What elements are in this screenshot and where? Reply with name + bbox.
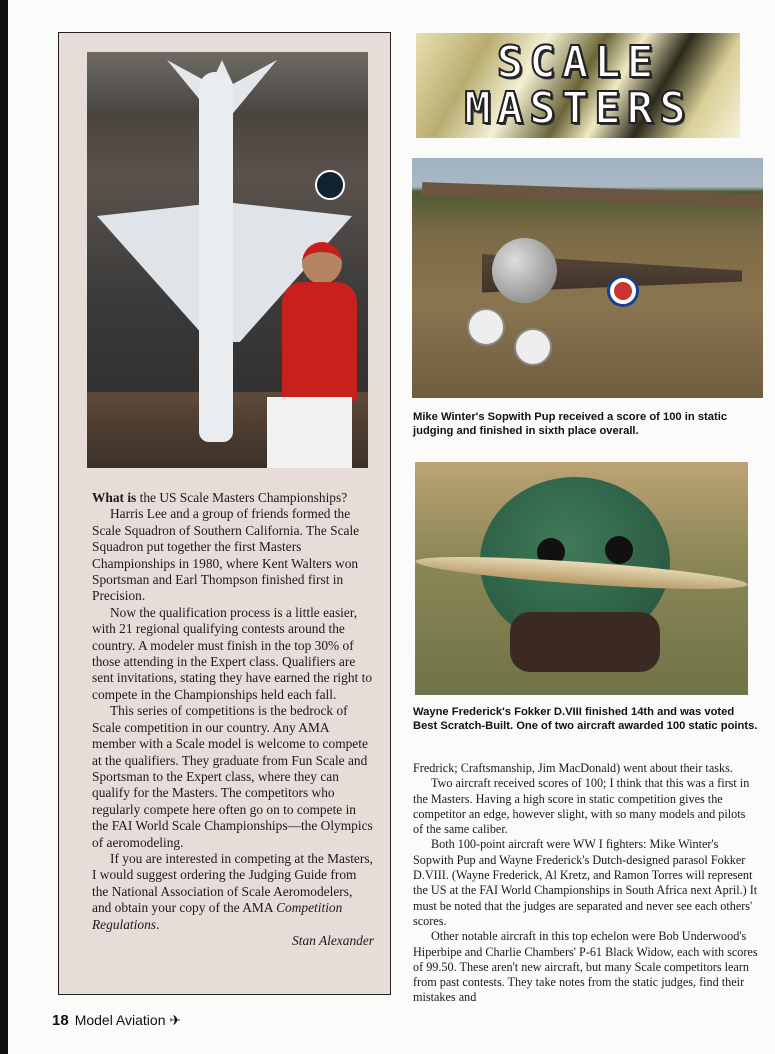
engine-cowl [492, 238, 557, 303]
publication-title: Competition Regulations [92, 900, 343, 932]
roundel [610, 278, 636, 304]
fokker-photo [415, 462, 748, 695]
wheel [467, 308, 505, 346]
logo-line-2: MASTERS [464, 82, 692, 134]
man-head [302, 242, 342, 284]
page-number: 18 [52, 1012, 69, 1029]
article-body [413, 761, 758, 1006]
logo-line-1: SCALE [496, 36, 660, 88]
sidebar-heading [92, 490, 374, 506]
sidebar-paragraph [92, 851, 374, 933]
jet-fuselage [199, 72, 233, 442]
magazine-name: Model Aviation [74, 1012, 166, 1028]
body-paragraph: Two aircraft received scores of 100; I think that this was a first in the Masters. Having a high score in static competition gives the competitor an edge, however slight, with so many models and pilots of the same caliber. [413, 776, 750, 837]
sidebar-article [92, 490, 374, 949]
sopwith-pup-photo [412, 158, 763, 398]
body-paragraph: Both 100-point aircraft were WW I fighters: Mike Winter's Sopwith Pup and Wayne Frederick's Dutch-designed parasol Fokker D.VIII. (Wayne Frederick, Al Kretz, and Ramon Torres will represent the US at the FAI World Championships in South Africa next April.) It must be noted that the judges are separated and never see each others' scores. [413, 837, 758, 928]
upper-wing [422, 182, 762, 208]
photo-caption: Mike Winter's Sopwith Pup received a score of 100 in static judging and finished in sixth place overall. [413, 411, 728, 437]
rotary-engine [510, 612, 660, 672]
cowl-hole [605, 536, 633, 564]
page-folio [52, 1012, 181, 1029]
sidebar-paragraph: This series of competitions is the bedrock of Scale competition in our country. Any AMA member with a Scale model is welcome to compete at the qualifiers. They graduate from Fun Scale and Sportsman to the Expert class, where they can qualify for the Masters. The competitors who regularly compete here often go on to compete in the FAI World Scale Championships—the Olympics of aeromodeling. [92, 703, 373, 850]
author-signature: Stan Alexander [292, 932, 374, 948]
heading-bold: What is [92, 490, 137, 505]
airplane-icon: ✈ [169, 1012, 182, 1028]
star-roundel [315, 170, 345, 200]
sidebar-paragraph: Now the qualification process is a little easier, with 21 regional qualifying contests around the country. A modeler must finish in the top 30% of those attending in the Expert class. Qualifiers are sent invitations, stating they have earned the right to compete in the Championships held each fall. [92, 604, 373, 702]
scan-edge-left [0, 0, 8, 1054]
scale-masters-logo [416, 33, 740, 138]
heading-rest: the US Scale Masters Championships? [136, 490, 348, 505]
body-paragraph: Other notable aircraft in this top echelon were Bob Underwood's Hiperbipe and Charlie Chambers' P-61 Black Widow, each with scores of 99.50. These aren't new aircraft, but many Scale competitors learn from past contests. They take notes from the static judges, find their mistakes and [413, 929, 758, 1005]
sidebar-paragraph: Harris Lee and a group of friends formed the Scale Squadron of Southern California. The Scale Squadron put together the first Masters Championships in 1980, where Kent Walters won Sportsman and Earl Thompson finished first in Precision. [92, 506, 360, 604]
paragraph-end: . [155, 916, 160, 932]
photo-caption: Wayne Frederick's Fokker D.VIII finished 14th and was voted Best Scratch-Built. One of two aircraft awarded 100 static points. [413, 706, 758, 732]
wheel [514, 328, 552, 366]
paragraph-text: If you are interested in competing at the Masters, I would suggest ordering the Judging Guide from the National Association of Scale Aeromodelers, and obtain your copy of the AMA [92, 850, 373, 916]
jet-model-photo [87, 52, 368, 468]
man-red-shirt [282, 282, 357, 402]
man-white-pants [267, 397, 352, 468]
body-paragraph: Fredrick; Craftsmanship, Jim MacDonald) went about their tasks. [413, 761, 733, 775]
